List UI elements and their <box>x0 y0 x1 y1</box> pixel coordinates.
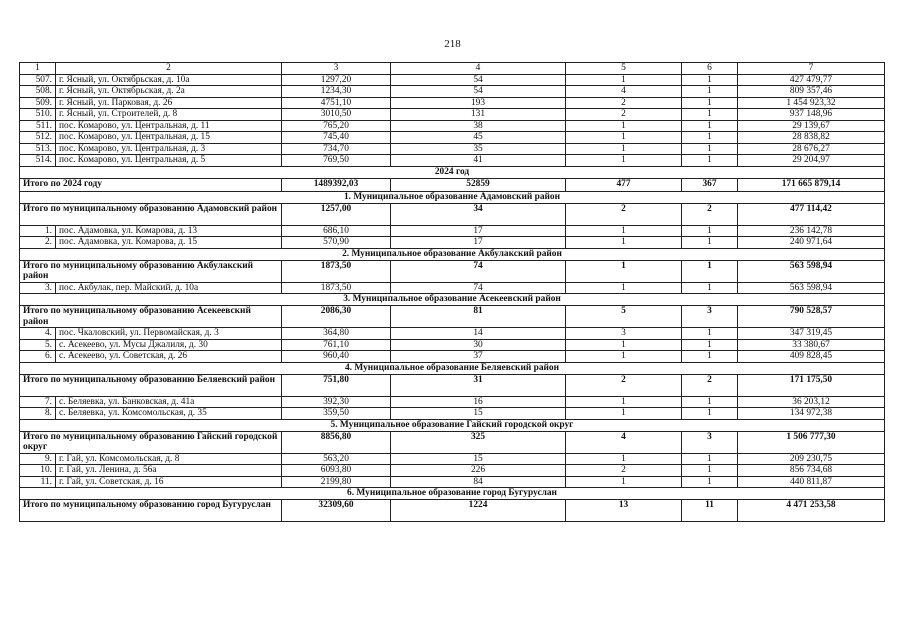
address: г. Ясный, ул. Парковая, д. 26 <box>56 97 282 109</box>
total-value: 3 <box>682 306 738 328</box>
total-label: Итого по муниципальному образованию Беляевский район <box>20 374 282 396</box>
table-row <box>20 74 885 86</box>
total-value: 31 <box>391 374 566 396</box>
total-value: 34 <box>391 203 566 225</box>
address: пос. Комарово, ул. Центральная, д. 15 <box>56 132 282 144</box>
count-a: 1 <box>566 339 682 351</box>
table-row <box>20 109 885 121</box>
count-b: 1 <box>682 97 738 109</box>
column-number: 6 <box>682 63 738 75</box>
total-value: 1489392,03 <box>282 178 391 191</box>
cost: 440 811,87 <box>738 476 885 488</box>
table-row <box>20 465 885 477</box>
row-number: 510. <box>20 109 56 121</box>
row-number: 11. <box>20 476 56 488</box>
table-row <box>20 351 885 363</box>
count-b: 1 <box>682 453 738 465</box>
table-row <box>20 476 885 488</box>
table-row <box>20 453 885 465</box>
page-number: 218 <box>444 38 461 50</box>
cost: 937 148,96 <box>738 109 885 121</box>
residents: 16 <box>391 396 566 408</box>
row-number: 512. <box>20 132 56 144</box>
address: г. Гай, ул. Советская, д. 16 <box>56 476 282 488</box>
count-a: 1 <box>566 143 682 155</box>
area: 364,80 <box>282 328 391 340</box>
table-row <box>20 97 885 109</box>
cost: 36 203,12 <box>738 396 885 408</box>
cost: 236 142,78 <box>738 225 885 237</box>
count-a: 1 <box>566 74 682 86</box>
district-total-row <box>20 203 885 225</box>
total-value: 13 <box>566 500 682 522</box>
table-row <box>20 225 885 237</box>
cost: 563 598,94 <box>738 282 885 294</box>
count-a: 1 <box>566 351 682 363</box>
row-number: 514. <box>20 155 56 167</box>
area: 745,40 <box>282 132 391 144</box>
count-a: 1 <box>566 396 682 408</box>
residents: 35 <box>391 143 566 155</box>
total-label: Итого по муниципальному образованию Акбулакский район <box>20 260 282 282</box>
residents: 74 <box>391 282 566 294</box>
address: г. Ясный, ул. Октябрьская, д. 2а <box>56 86 282 98</box>
section-heading-row <box>20 488 885 500</box>
total-value: 52859 <box>391 178 566 191</box>
count-a: 1 <box>566 225 682 237</box>
table-body <box>20 63 885 522</box>
total-value: 11 <box>682 500 738 522</box>
row-number: 4. <box>20 328 56 340</box>
count-a: 1 <box>566 132 682 144</box>
cost: 1 454 923,32 <box>738 97 885 109</box>
cost: 29 204,97 <box>738 155 885 167</box>
address: пос. Акбулак, пер. Майский, д. 10а <box>56 282 282 294</box>
total-value: 563 598,94 <box>738 260 885 282</box>
total-value: 1224 <box>391 500 566 522</box>
count-b: 1 <box>682 237 738 249</box>
year-total-row <box>20 178 885 191</box>
area: 570,90 <box>282 237 391 249</box>
total-value: 74 <box>391 260 566 282</box>
address: г. Гай, ул. Комсомольская, д. 8 <box>56 453 282 465</box>
table-row <box>20 328 885 340</box>
residents: 45 <box>391 132 566 144</box>
address: пос. Адамовка, ул. Комарова, д. 15 <box>56 237 282 249</box>
total-value: 2 <box>566 203 682 225</box>
section-heading-row <box>20 362 885 374</box>
section-heading-row <box>20 166 885 178</box>
address: с. Беляевка, ул. Комсомольская, д. 35 <box>56 408 282 420</box>
count-b: 1 <box>682 109 738 121</box>
section-heading: 3. Муниципальное образование Асекеевский район <box>20 294 885 306</box>
address: с. Беляевка, ул. Банковская, д. 41а <box>56 396 282 408</box>
count-b: 1 <box>682 476 738 488</box>
cost: 33 380,67 <box>738 339 885 351</box>
total-value: 1873,50 <box>282 260 391 282</box>
area: 761,10 <box>282 339 391 351</box>
total-value: 751,80 <box>282 374 391 396</box>
cost: 28 676,27 <box>738 143 885 155</box>
row-number: 5. <box>20 339 56 351</box>
residents: 37 <box>391 351 566 363</box>
total-value: 2086,30 <box>282 306 391 328</box>
row-number: 9. <box>20 453 56 465</box>
district-total-row <box>20 431 885 453</box>
total-value: 1 506 777,30 <box>738 431 885 453</box>
row-number: 513. <box>20 143 56 155</box>
residents: 131 <box>391 109 566 121</box>
residents: 54 <box>391 86 566 98</box>
table-row <box>20 408 885 420</box>
row-number: 6. <box>20 351 56 363</box>
row-number: 1. <box>20 225 56 237</box>
count-b: 1 <box>682 74 738 86</box>
total-label: Итого по муниципальному образованию Гайский городской округ <box>20 431 282 453</box>
count-b: 1 <box>682 339 738 351</box>
section-heading-row <box>20 248 885 260</box>
count-b: 1 <box>682 225 738 237</box>
address: с. Асекеево, ул. Мусы Джалиля, д. 30 <box>56 339 282 351</box>
total-value: 325 <box>391 431 566 453</box>
area: 765,20 <box>282 120 391 132</box>
count-b: 1 <box>682 120 738 132</box>
address: пос. Комарово, ул. Центральная, д. 3 <box>56 143 282 155</box>
section-heading: 1. Муниципальное образование Адамовский район <box>20 191 885 203</box>
total-value: 171 665 879,14 <box>738 178 885 191</box>
cost: 209 230,75 <box>738 453 885 465</box>
row-number: 7. <box>20 396 56 408</box>
residents: 15 <box>391 408 566 420</box>
area: 686,10 <box>282 225 391 237</box>
area: 3010,50 <box>282 109 391 121</box>
district-total-row <box>20 260 885 282</box>
total-value: 2 <box>682 203 738 225</box>
residents: 193 <box>391 97 566 109</box>
area: 1873,50 <box>282 282 391 294</box>
cost: 240 971,64 <box>738 237 885 249</box>
count-a: 2 <box>566 109 682 121</box>
address: пос. Адамовка, ул. Комарова, д. 13 <box>56 225 282 237</box>
address: г. Ясный, ул. Октябрьская, д. 10а <box>56 74 282 86</box>
count-b: 1 <box>682 132 738 144</box>
table-row <box>20 396 885 408</box>
cost: 427 479,77 <box>738 74 885 86</box>
count-a: 1 <box>566 282 682 294</box>
address: с. Асекеево, ул. Советская, д. 26 <box>56 351 282 363</box>
area: 4751,10 <box>282 97 391 109</box>
section-heading: 4. Муниципальное образование Беляевский район <box>20 362 885 374</box>
total-label: Итого по муниципальному образованию город Бугуруслан <box>20 500 282 522</box>
total-value: 5 <box>566 306 682 328</box>
section-heading: 6. Муниципальное образование город Бугуруслан <box>20 488 885 500</box>
area: 960,40 <box>282 351 391 363</box>
section-heading-row <box>20 191 885 203</box>
cost: 809 357,46 <box>738 86 885 98</box>
count-a: 1 <box>566 408 682 420</box>
row-number: 507. <box>20 74 56 86</box>
section-heading-row <box>20 419 885 431</box>
residents: 38 <box>391 120 566 132</box>
address: пос. Чкаловский, ул. Первомайская, д. 3 <box>56 328 282 340</box>
count-b: 1 <box>682 143 738 155</box>
table-row <box>20 155 885 167</box>
area: 6093,80 <box>282 465 391 477</box>
area: 734,70 <box>282 143 391 155</box>
address: пос. Комарово, ул. Центральная, д. 5 <box>56 155 282 167</box>
district-total-row <box>20 374 885 396</box>
count-b: 1 <box>682 328 738 340</box>
total-value: 790 528,57 <box>738 306 885 328</box>
residents: 84 <box>391 476 566 488</box>
count-b: 1 <box>682 351 738 363</box>
address: г. Гай, ул. Ленина, д. 56а <box>56 465 282 477</box>
column-number: 7 <box>738 63 885 75</box>
cost: 347 319,45 <box>738 328 885 340</box>
residents: 226 <box>391 465 566 477</box>
column-number-row <box>20 63 885 75</box>
area: 392,30 <box>282 396 391 408</box>
cost: 28 838,82 <box>738 132 885 144</box>
table-row <box>20 86 885 98</box>
total-value: 32309,60 <box>282 500 391 522</box>
count-a: 4 <box>566 86 682 98</box>
count-b: 1 <box>682 155 738 167</box>
total-value: 3 <box>682 431 738 453</box>
total-value: 4 471 253,58 <box>738 500 885 522</box>
section-heading: 2024 год <box>20 166 885 178</box>
residents: 41 <box>391 155 566 167</box>
total-value: 171 175,50 <box>738 374 885 396</box>
section-heading: 5. Муниципальное образование Гайский городской округ <box>20 419 885 431</box>
residents: 17 <box>391 237 566 249</box>
address: г. Ясный, ул. Строителей, д. 8 <box>56 109 282 121</box>
area: 1297,20 <box>282 74 391 86</box>
area: 359,50 <box>282 408 391 420</box>
total-label: Итого по муниципальному образованию Асекеевский район <box>20 306 282 328</box>
residents: 14 <box>391 328 566 340</box>
column-number: 1 <box>20 63 56 75</box>
cost: 134 972,38 <box>738 408 885 420</box>
total-label: Итого по 2024 году <box>20 178 282 191</box>
table-row <box>20 282 885 294</box>
housing-table <box>19 62 885 522</box>
district-total-row <box>20 500 885 522</box>
count-b: 1 <box>682 465 738 477</box>
total-value: 2 <box>682 374 738 396</box>
area: 769,50 <box>282 155 391 167</box>
table-row <box>20 132 885 144</box>
table-row <box>20 143 885 155</box>
total-value: 81 <box>391 306 566 328</box>
total-value: 4 <box>566 431 682 453</box>
column-number: 5 <box>566 63 682 75</box>
row-number: 2. <box>20 237 56 249</box>
table-row <box>20 120 885 132</box>
total-value: 8856,80 <box>282 431 391 453</box>
row-number: 511. <box>20 120 56 132</box>
count-a: 1 <box>566 155 682 167</box>
table-row <box>20 237 885 249</box>
count-b: 1 <box>682 282 738 294</box>
total-label: Итого по муниципальному образованию Адамовский район <box>20 203 282 225</box>
count-a: 1 <box>566 453 682 465</box>
row-number: 509. <box>20 97 56 109</box>
cost: 856 734,68 <box>738 465 885 477</box>
column-number: 3 <box>282 63 391 75</box>
cost: 29 139,67 <box>738 120 885 132</box>
row-number: 10. <box>20 465 56 477</box>
total-value: 367 <box>682 178 738 191</box>
section-heading: 2. Муниципальное образование Акбулакский район <box>20 248 885 260</box>
count-b: 1 <box>682 408 738 420</box>
residents: 17 <box>391 225 566 237</box>
row-number: 508. <box>20 86 56 98</box>
residents: 54 <box>391 74 566 86</box>
area: 1234,30 <box>282 86 391 98</box>
area: 2199,80 <box>282 476 391 488</box>
count-a: 2 <box>566 97 682 109</box>
total-value: 2 <box>566 374 682 396</box>
column-number: 4 <box>391 63 566 75</box>
count-a: 1 <box>566 120 682 132</box>
row-number: 8. <box>20 408 56 420</box>
district-total-row <box>20 306 885 328</box>
count-a: 1 <box>566 476 682 488</box>
total-value: 477 114,42 <box>738 203 885 225</box>
table-row <box>20 339 885 351</box>
total-value: 1257,00 <box>282 203 391 225</box>
section-heading-row <box>20 294 885 306</box>
count-b: 1 <box>682 396 738 408</box>
row-number: 3. <box>20 282 56 294</box>
count-b: 1 <box>682 86 738 98</box>
residents: 30 <box>391 339 566 351</box>
count-a: 1 <box>566 237 682 249</box>
count-a: 3 <box>566 328 682 340</box>
residents: 15 <box>391 453 566 465</box>
area: 563,20 <box>282 453 391 465</box>
total-value: 477 <box>566 178 682 191</box>
cost: 409 828,45 <box>738 351 885 363</box>
count-a: 2 <box>566 465 682 477</box>
total-value: 1 <box>566 260 682 282</box>
address: пос. Комарово, ул. Центральная, д. 11 <box>56 120 282 132</box>
total-value: 1 <box>682 260 738 282</box>
column-number: 2 <box>56 63 282 75</box>
